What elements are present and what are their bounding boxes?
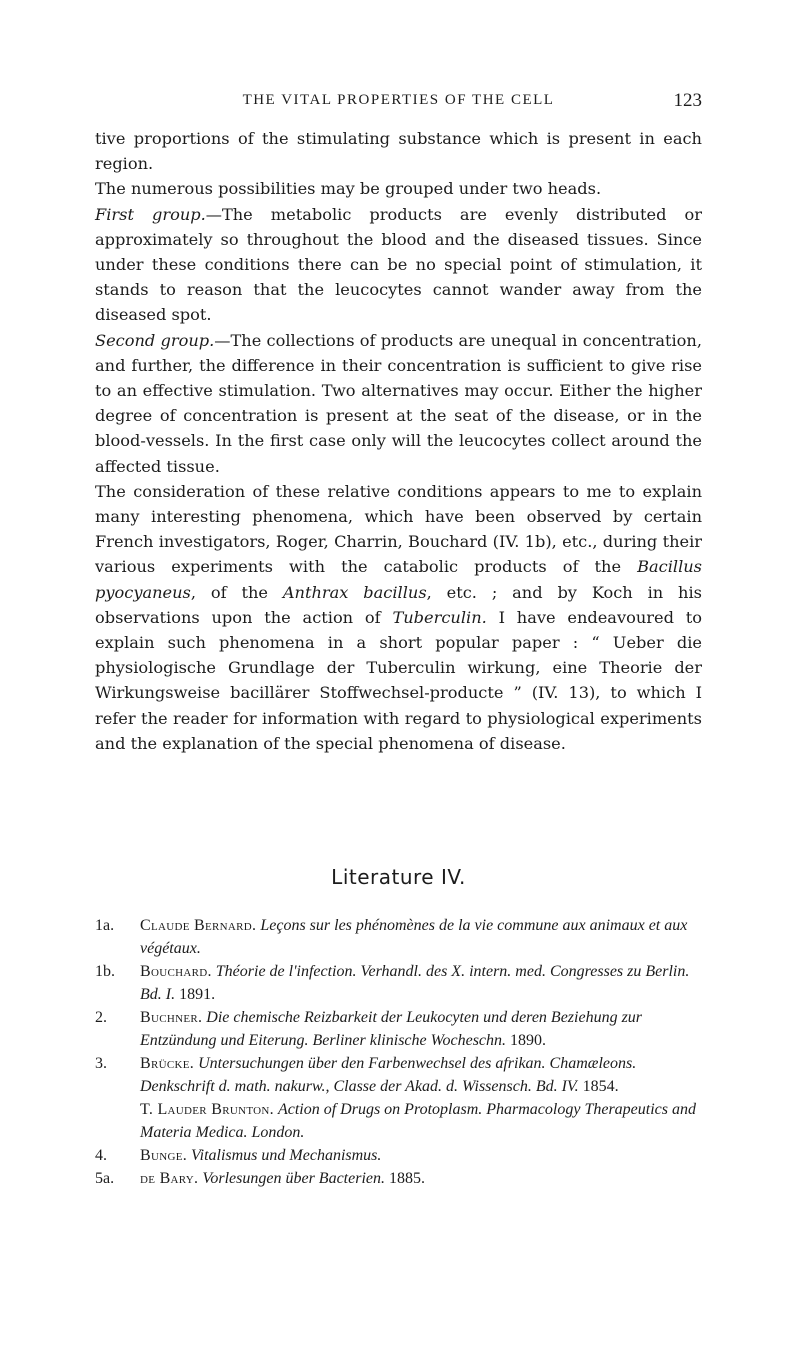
paragraph-consideration <box>95 479 702 756</box>
paragraph-first-group <box>95 202 702 328</box>
reference-item <box>95 1144 702 1167</box>
reference-author: Buchner. <box>140 1009 203 1026</box>
reference-item <box>95 1098 702 1144</box>
reference-item <box>95 914 702 960</box>
reference-number: 3. <box>95 1055 107 1072</box>
reference-work: Untersuchungen über den Farbenwechsel des afrikan. Chamæleons. Denkschrift d. math. nakurw., Classe der Akad. d. Wissensch. Bd. IV. <box>140 1055 637 1095</box>
paragraph-second-group <box>95 328 702 479</box>
paragraph-1-text: tive proportions of the stimulating substance which is present in each region. <box>95 129 702 174</box>
reference-number: 2. <box>95 1009 107 1026</box>
literature-list <box>95 914 702 1190</box>
reference-number: 1b. <box>95 963 115 980</box>
reference-item <box>95 1006 702 1052</box>
p5-part-a: The consideration of these relative conditions appears to me to explain many interesting phenomena, which have been observed by certain French investigators, Roger, Charrin, Bouchard (IV. 1b), etc., during their various experiments with the catabolic products of the <box>95 481 702 577</box>
literature-heading: Literature IV. <box>331 865 466 889</box>
running-head <box>95 90 702 116</box>
p5-italic-2: Anthrax bacillus <box>282 582 427 602</box>
reference-work: Vorlesungen über Bacterien. <box>202 1170 385 1187</box>
reference-author: T. Lauder Brunton. <box>140 1101 274 1118</box>
p5-part-c: , etc. ; and by Koch in his observations upon the action of <box>95 582 702 627</box>
reference-rest: 1891. <box>175 986 216 1003</box>
reference-author: Brücke. <box>140 1055 195 1072</box>
reference-author: Bunge. <box>140 1147 188 1164</box>
reference-work: Action of Drugs on Protoplasm. Pharmacology Therapeutics and Materia Medica. London. <box>140 1101 696 1141</box>
reference-author: Claude Bernard. <box>140 917 257 934</box>
p5-italic-1: Bacillus pyocyaneus <box>95 557 702 602</box>
reference-number: 1a. <box>95 917 115 934</box>
page-number: 123 <box>673 90 702 111</box>
reference-rest: 1885. <box>384 1170 425 1187</box>
reference-work: Théorie de l'infection. Verhandl. des X. intern. med. Congresses zu Berlin. Bd. I. <box>140 963 690 1003</box>
p5-italic-3: Tuberculin. <box>392 607 487 627</box>
reference-work: Leçons sur les phénomènes de la vie commune aux animaux et aux végétaux. <box>140 917 688 957</box>
p5-part-b: , of the <box>190 582 283 602</box>
reference-item <box>95 1052 702 1098</box>
reference-number: 4. <box>95 1147 107 1164</box>
reference-rest: 1890. <box>506 1032 547 1049</box>
p5-part-d: I have endeavoured to explain such phenomena in a short popular paper : “ Ueber die physiologische Grundlage der Tuberculin wirkung, eine Theorie der Wirkungsweise bacillärer Stoffwechsel-producte ” (IV. 13), to which I refer the reader for information with regard to physiological experiments and the explanation of the special phenomena of disease. <box>95 607 703 753</box>
paragraph-groups-intro <box>95 176 702 201</box>
reference-rest: 1854. <box>578 1078 619 1095</box>
second-group-text: —The collections of products are unequal in concentration, and further, the difference in their concentration is sufficient to give rise to an effective stimulation. Two alternatives may occur. Either the higher degree of concentration is present at the seat of the disease, or in the blood-vessels. In the first case only will the leucocytes collect around the affected tissue. <box>95 330 702 476</box>
paragraph-2-text: The numerous possibilities may be grouped under two heads. <box>95 179 602 199</box>
reference-author: de Bary. <box>140 1170 199 1187</box>
reference-number: 5a. <box>95 1170 115 1187</box>
paragraph-continuation <box>95 126 702 176</box>
first-group-label: First group. <box>95 204 206 224</box>
reference-work: Die chemische Reizbarkeit der Leukocyten und deren Beziehung zur Entzündung und Eiterung. Berliner klinische Wocheschn. <box>140 1009 643 1049</box>
first-group-text: —The metabolic products are evenly distributed or approximately so throughout the blood and the diseased tissues. Since under these conditions there can be no special point of stimulation, it stands to reason that the leucocytes cannot wander away from the diseased spot. <box>95 204 702 325</box>
body-text <box>95 126 702 756</box>
running-title: THE VITAL PROPERTIES OF THE CELL <box>242 92 555 108</box>
reference-item <box>95 1167 702 1190</box>
second-group-label: Second group. <box>95 330 215 350</box>
reference-item <box>95 960 702 1006</box>
reference-work: Vitalismus und Mechanismus. <box>191 1147 382 1164</box>
reference-author: Bouchard. <box>140 963 212 980</box>
